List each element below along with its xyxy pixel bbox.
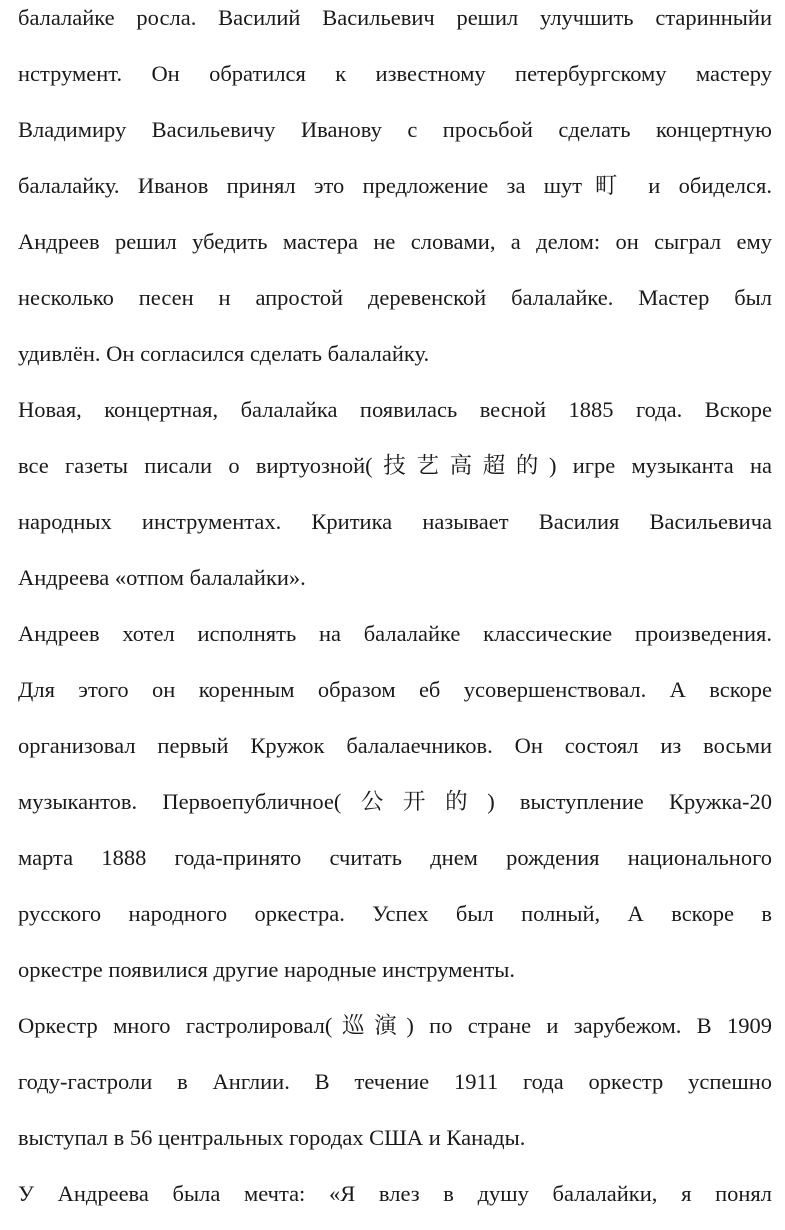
text-line-10: народных инструментах. Критика называет Василия Васильевича — [18, 509, 772, 534]
text-line-6: несколько песен н апростой деревенской балалайке. Мастер был — [18, 285, 772, 310]
text-line-16: марта 1888 года-принято считать днем рождения национального — [18, 845, 772, 870]
text-line-3: Владимиру Васильевичу Иванову с просьбой сделать концертную — [18, 117, 772, 142]
text-line-11: Андреева «отпом балалайки». — [18, 565, 306, 590]
text-line-13: Для этого он коренным образом еб усовершенствовал. А вскоре — [18, 677, 772, 702]
text-line-2: нструмент. Он обратился к известному петербургскому мастеру — [18, 61, 772, 86]
text-line-15: музыкантов. Первоепубличное(公开的) выступление Кружка-20 — [18, 789, 772, 814]
text-line-9: все газеты писали о виртуозной(技艺高超的) игре музыканта на — [18, 453, 772, 478]
text-line-20: году-гастроли в Англии. В течение 1911 года оркестр успешно — [18, 1069, 772, 1094]
text-line-18: оркестре появилися другие народные инструменты. — [18, 957, 516, 982]
text-line-19: Оркестр много гастролировал(巡演) по стране и зарубежом. В 1909 — [18, 1013, 772, 1038]
text-line-22: У Андреева была мечта: «Я влез в душу балалайки, я понял — [18, 1181, 772, 1206]
text-line-5: Андреев решил убедить мастера не словами, а делом: он сыграл ему — [18, 229, 772, 254]
text-line-1: балалайке росла. Василий Васильевич решил улучшить старинныйи — [18, 5, 772, 30]
text-line-12: Андреев хотел исполнять на балалайке классические произведения. — [18, 621, 772, 646]
text-line-8: Новая, концертная, балалайка появилась весной 1885 года. Вскоре — [18, 397, 772, 422]
text-line-7: удивлён. Он согласился сделать балалайку. — [18, 341, 430, 366]
text-line-17: русского народного оркестра. Успех был полный, А вскоре в — [18, 901, 772, 926]
text-line-21: выступал в 56 центральных городах США и Канады. — [18, 1125, 526, 1150]
text-line-4: балалайку. Иванов принял это предложение за шут町 и обиделся. — [18, 173, 772, 198]
text-line-14: организовал первый Кружок балалаечников. Он состоял из восьми — [18, 733, 772, 758]
